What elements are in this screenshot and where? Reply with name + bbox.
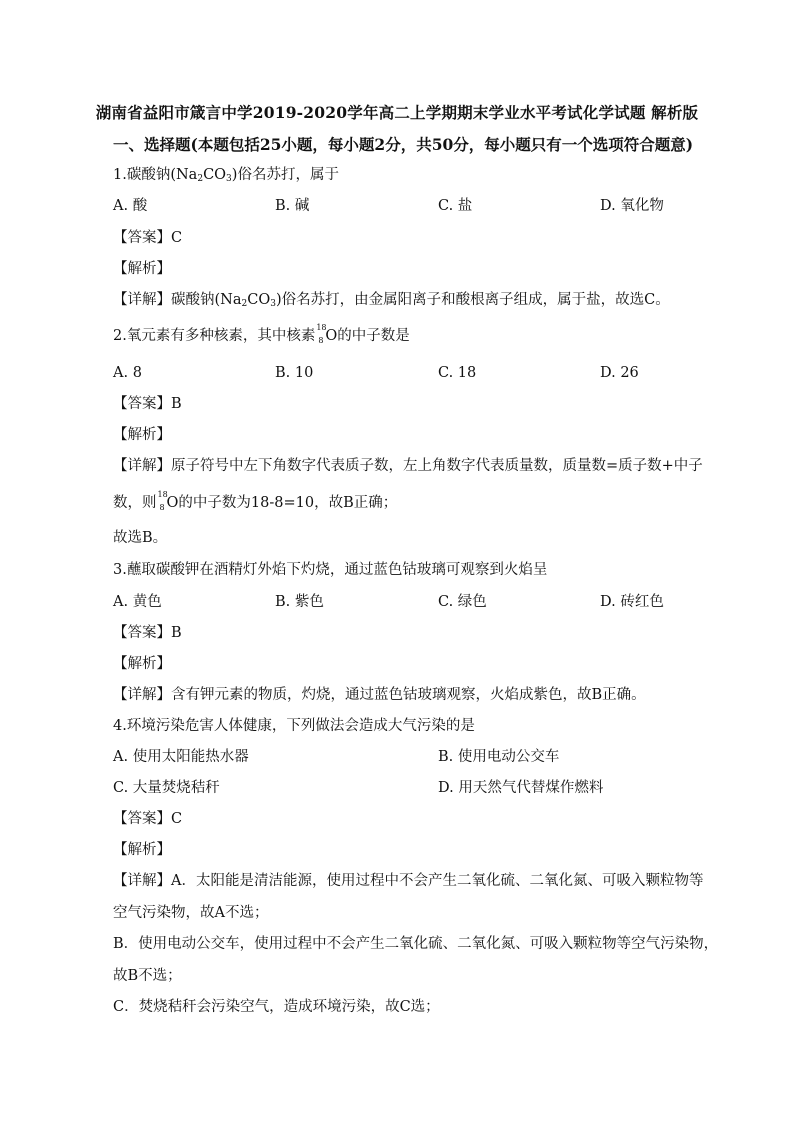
q2-option-b: B. 10 [275,365,314,381]
q3-option-d: D. 砖红色 [600,594,664,610]
q1-option-c: C. 盐 [438,198,473,214]
q2-detail-line-3: 故选B。 [113,530,168,546]
q3-answer: 【答案】B [113,625,182,641]
q3-option-b: B. 紫色 [275,594,324,610]
q1-analysis-label: 【解析】 [113,261,171,277]
q1-option-a: A. 酸 [113,198,148,214]
q4-option-d: D. 用天然气代替煤作燃料 [438,780,604,796]
q2-option-d: D. 26 [600,365,639,381]
q4-option-b: B. 使用电动公交车 [438,749,560,765]
question-2-stem: 2.氧元素有多种核素，其中核素 18 8 O的中子数是 [113,323,410,345]
question-3-stem: 3.蘸取碳酸钾在酒精灯外焰下灼烧，通过蓝色钴玻璃可观察到火焰呈 [113,562,548,578]
q3-analysis-label: 【解析】 [113,656,171,672]
q4-detail-line-4: 故B不选； [113,968,182,984]
q1-option-b: B. 碱 [275,198,310,214]
q4-detail-line-2: 空气污染物，故A不选； [113,905,269,921]
q4-analysis-label: 【解析】 [113,842,171,858]
q1-answer: 【答案】C [113,230,183,246]
q3-option-a: A. 黄色 [113,594,162,610]
q4-detail-line-1: 【详解】A．太阳能是清洁能源，使用过程中不会产生二氧化硫、二氧化氮、可吸入颗粒物等 [113,873,704,889]
q4-detail-line-5: C．焚烧秸秆会污染空气，造成环境污染，故C选； [113,999,440,1015]
q2-detail-line-1: 【详解】原子符号中左下角数字代表质子数，左上角数字代表质量数，质量数=质子数+中子 [113,458,703,474]
q4-option-a: A. 使用太阳能热水器 [113,749,249,765]
q2-option-c: C. 18 [438,365,477,381]
q3-option-c: C. 绿色 [438,594,487,610]
q4-answer: 【答案】C [113,811,183,827]
q4-detail-line-3: B．使用电动公交车，使用过程中不会产生二氧化硫、二氧化氮、可吸入颗粒物等空气污染物， [113,936,719,952]
question-1-stem: 1.碳酸钠$(Na_2CO_3)$俗名苏打，属于 [113,167,339,184]
q3-detail: 【详解】含有钾元素的物质，灼烧，通过蓝色钴玻璃观察，火焰成紫色，故B正确。 [113,687,646,703]
q2-detail-line-2: 数，则 18 8 O的中子数为18-8=10，故B正确； [113,490,398,512]
q2-option-a: A. 8 [113,365,142,381]
question-4-stem: 4.环境污染危害人体健康，下列做法会造成大气污染的是 [113,718,475,734]
q1-detail: 【详解】碳酸钠$(Na_2CO_3)$俗名苏打，由金属阳离子和酸根离子组成，属于盐，故选C。 [113,292,670,309]
q4-option-c: C. 大量焚烧秸秆 [113,780,220,796]
section-heading: 一、选择题(本题包括25小题，每小题2分，共50分，每小题只有一个选项符合题意) [113,135,694,154]
q1-option-d: D. 氧化物 [600,198,664,214]
isotope-notation: 18 8 [316,323,327,345]
q2-analysis-label: 【解析】 [113,427,171,443]
page-title: 湖南省益阳市箴言中学2019-2020学年高二上学期期末学业水平考试化学试题 解析版 [95,103,699,122]
isotope-notation: 18 8 [157,490,168,512]
q2-answer: 【答案】B [113,396,182,412]
